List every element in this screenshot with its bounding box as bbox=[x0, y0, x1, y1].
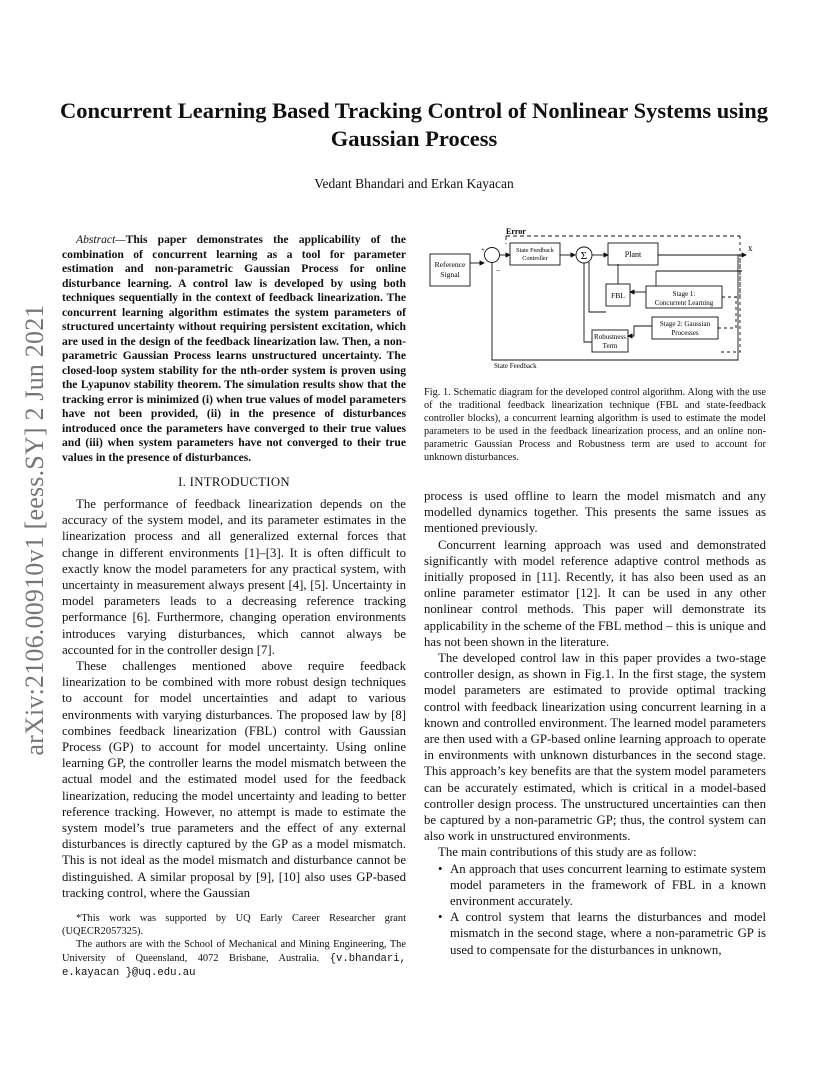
bullet-marker: • bbox=[438, 910, 443, 925]
abstract bbox=[62, 233, 406, 465]
paper-title bbox=[40, 97, 788, 153]
fig-robust-line1: Robustness bbox=[594, 333, 626, 341]
contribution-1: An approach that uses concurrent learning to estimate system model parameters in the framework of FBL in a known environment accurately. bbox=[450, 861, 766, 909]
fig-x-label: x bbox=[748, 243, 753, 253]
fig-stage1-line1: Stage 1: bbox=[672, 290, 696, 298]
figure-1-caption: Fig. 1. Schematic diagram for the developed control algorithm. Along with the use of the traditional feedback linearization technique (FBL and state-feedback controller blocks), a concurrent learning algorithm is used to estimate the model parameters to be used in the feedback linearization process, and an online non-parametric Gaussian Process and Robustness term are used to account for unknown disturbances. bbox=[424, 387, 766, 463]
title-line-1: Concurrent Learning Based Tracking Control of Nonlinear Systems using bbox=[60, 98, 768, 123]
arxiv-sidebar bbox=[10, 290, 60, 770]
fig-plus-sign: + bbox=[481, 246, 485, 254]
intro-paragraph-1: The performance of feedback linearization depends on the accuracy of the system model, and its parameter estimates in the linearization process and all generalized external forces that change in different environments [1]–[3]. It is often difficult to exactly know the model parameters for any practical system, with uncertainty in measurement always present [4], [5]. Uncertainty in model parameters leads to a decreasing reference tracking performance [6]. Furthermore, changing operation environments introduces varying disturbances, which cannot always be accounted for in the controller design [7]. bbox=[62, 497, 406, 657]
fig-sigma-symbol: Σ bbox=[580, 250, 588, 262]
abstract-label: Abstract bbox=[76, 233, 116, 246]
right-paragraph-3: The developed control law in this paper provides a two-stage controller design, as shown in Fig.1. In the first stage, the system model parameters are estimated to provide optimal tracking control with feedback linearization using concurrent learning in a known and controlled environment. The learned model parameters are then used with a GP-based online learning approach to operate in environments with unknown disturbances in the second stage. This approach’s key benefits are that the system model parameters can be accurately estimated, which is critical in a model-based controller design process. The unstructured uncertainties can then be captured by a non-parametric GP; thus, the control system can also work in unstructured environments. bbox=[424, 651, 766, 844]
fig-stage2-line2: Processes bbox=[671, 329, 699, 337]
contributions-list bbox=[424, 861, 766, 958]
authors: Vedant Bhandari and Erkan Kayacan bbox=[314, 176, 514, 191]
contribution-2: A control system that learns the disturbances and model mismatch in the second stage, where a non-parametric GP is used to compensate for the disturbances in unknown, bbox=[450, 910, 766, 957]
footnote-email-1: {v.bhandari, bbox=[329, 952, 406, 965]
list-item bbox=[424, 909, 766, 958]
fig-plant-label: Plant bbox=[624, 250, 642, 259]
footnote-funding: *This work was supported by UQ Early Career Researcher grant (UQECR2057325). bbox=[62, 913, 406, 938]
right-paragraph-4: The main contributions of this study are as follow: bbox=[438, 845, 697, 860]
introduction-text bbox=[62, 496, 406, 901]
list-item bbox=[424, 861, 766, 910]
fig-sfc-line1: State Feedback bbox=[516, 247, 554, 254]
footnote-email-2: e.kayacan }@uq.edu.au bbox=[62, 966, 196, 979]
fig-stage1-line2: Concurrent Learning bbox=[654, 299, 714, 307]
arxiv-identifier: arXiv:2106.00910v1 [eess.SY] 2 Jun 2021 bbox=[20, 304, 49, 756]
fig-robust-line2: Term bbox=[602, 342, 618, 350]
right-paragraph-2: Concurrent learning approach was used and demonstrated significantly with model reference adaptive control methods as initially proposed in [11]. Recently, it has also been used as an online parameter estimator [12]. It can be used in any other nonlinear control methods. This paper will demonstrate its applicability in the scheme of the FBL method – this is unique and has not been shown in the literature. bbox=[424, 537, 766, 649]
fig-stage2-line1: Stage 2: Gaussian bbox=[659, 320, 711, 328]
fig-error-label: Error bbox=[506, 227, 526, 236]
section-heading-introduction: I. INTRODUCTION bbox=[178, 475, 290, 489]
fig-sfc-line2: Controller bbox=[522, 255, 548, 262]
fig-state-feedback-label: State Feedback bbox=[494, 362, 537, 370]
footnote-affiliation: The authors are with the School of Mechanical and Mining Engineering, The University of Queensland, 4072 Brisbane, Australia. bbox=[62, 939, 406, 964]
fig-reference-line1: Reference bbox=[434, 260, 466, 269]
right-column-text bbox=[424, 488, 766, 958]
intro-paragraph-2: These challenges mentioned above require feedback linearization to be combined with more robust design techniques to account for model uncertainties and adapt to various environments with varying disturbances. The proposed law by [8] combines feedback linearization (FBL) control with Gaussian Process (GP) to account for model uncertainty. Using online learning GP, the controller learns the model mismatch between the actual model and the estimated model used for the feedback linearization, reducing the model uncertainty and leading to better reference tracking. However, no attempt is made to estimate the system model’s true parameters and the effect of any external disturbances is directly captured by the GP as a model mismatch. This is not ideal as the model mismatch and disturbance cannot be distinguished. A similar proposal by [9], [10] also uses GP-based tracking control, where the Gaussian bbox=[62, 659, 406, 900]
footnote bbox=[62, 912, 406, 980]
abstract-text: This paper demonstrates the applicability of the combination of concurrent learning as a tool for parameter estimation and non-parametric Gaussian Process for online disturbance learning. A control law is developed by using both techniques sequentially in the context of feedback linearization. The concurrent learning algorithm estimates the system parameters of structured uncertainty without requiring persistent excitation, which are used in the design of the feedback linearization law. Then, a non-parametric Gaussian Process learns unstructured uncertainty. The closed-loop system stability for the nth-order system is proven using the Lyapunov stability theorem. The simulation results show that the tracking error is minimized (i) when true values of model parameters have not been provided, (ii) in the presence of disturbances introduced once the parameters have converged to their true values and (iii) when system parameters have not converged to their true values in the presence of disturbances. bbox=[62, 233, 406, 464]
title-line-2: Gaussian Process bbox=[330, 126, 498, 151]
figure-1-block-diagram bbox=[424, 226, 764, 372]
fig-reference-line2: Signal bbox=[440, 270, 460, 279]
abstract-dash: — bbox=[115, 233, 126, 246]
fig-fbl-label: FBL bbox=[611, 291, 625, 300]
bullet-marker: • bbox=[438, 861, 443, 876]
right-paragraph-1: process is used offline to learn the model mismatch and any modelled dynamics together. This presents the same issues as mentioned previously. bbox=[424, 489, 766, 536]
fig-minus-sign: − bbox=[496, 266, 501, 275]
